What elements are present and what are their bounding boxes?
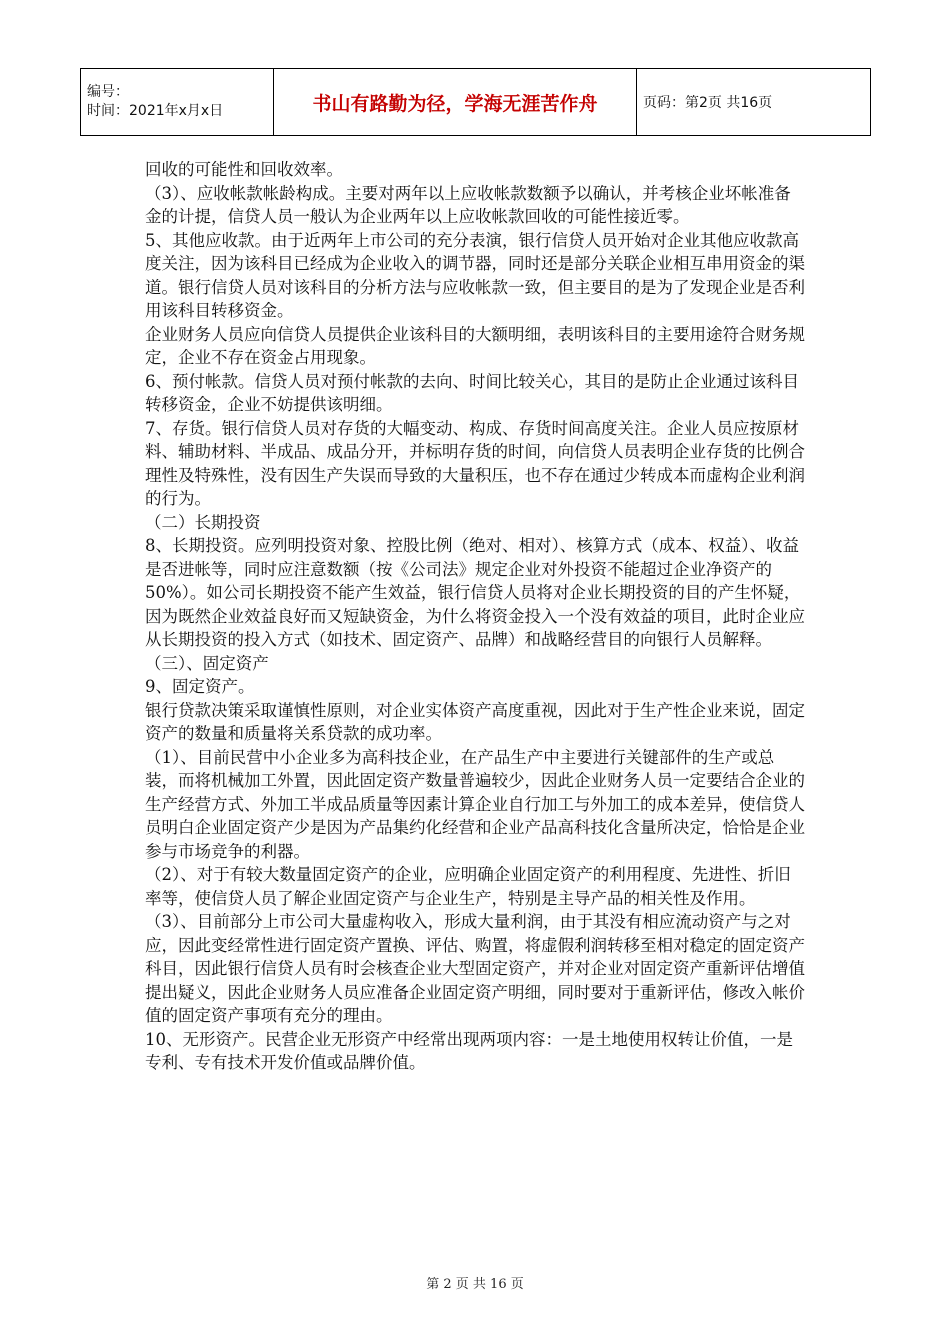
header-meta bbox=[81, 69, 274, 136]
paragraph: 银行贷款决策采取谨慎性原则，对企业实体资产高度重视，因此对于生产性企业来说，固定资产的数量和质量将关系贷款的成功率。 bbox=[145, 700, 805, 743]
paragraph: 8、长期投资。应列明投资对象、控股比例（绝对、相对）、核算方式（成本、权益）、收益是否进帐等，同时应注意数额（按《公司法》规定企业对外投资不能超过企业净资产的50%）。如公司长期投资不能产生效益，银行信贷人员将对企业长期投资的目的产生怀疑，因为既然企业效益良好而又短缺资金，为什么将资金投入一个没有效益的项目，此时企业应从长期投资的投入方式（如技术、固定资产、品牌）和战略经营目的向银行人员解释。 bbox=[145, 536, 805, 649]
paragraph: （3）、应收帐款帐龄构成。主要对两年以上应收帐款数额予以确认，并考核企业坏帐准备金的计提，信贷人员一般认为企业两年以上应收帐款回收的可能性接近零。 bbox=[145, 183, 791, 226]
doc-number-label: 编号： bbox=[87, 84, 129, 100]
paragraph: 回收的可能性和回收效率。 bbox=[145, 160, 343, 179]
paragraph: （1）、目前民营中小企业多为高科技企业，在产品生产中主要进行关键部件的生产或总装，而将机械加工外置，因此固定资产数量普遍较少，因此企业财务人员一定要结合企业的生产经营方式、外加工半成品质量等因素计算企业自行加工与外加工的成本差异，使信贷人员明白企业固定资产少是因为产品集约化经营和企业产品高科技化含量所决定，恰恰是企业参与市场竞争的利器。 bbox=[145, 747, 805, 861]
doc-time-label: 时间：2021年x月x日 bbox=[87, 103, 224, 119]
document-body bbox=[145, 158, 805, 1075]
paragraph: 5、其他应收款。由于近两年上市公司的充分表演，银行信贷人员开始对企业其他应收款高度关注，因为该科目已经成为企业收入的调节器，同时还是部分关联企业相互串用资金的渠道。银行信贷人员对该科目的分析方法与应收帐款一致，但主要目的是为了发现企业是否利用该科目转移资金。 bbox=[145, 230, 805, 320]
paragraph: 企业财务人员应向信贷人员提供企业该科目的大额明细，表明该科目的主要用途符合财务规定，企业不存在资金占用现象。 bbox=[145, 324, 805, 367]
paragraph: （2）、对于有较大数量固定资产的企业，应明确企业固定资产的利用程度、先进性、折旧率等，使信贷人员了解企业固定资产与企业生产，特别是主导产品的相关性及作用。 bbox=[145, 865, 791, 908]
paragraph: （3）、目前部分上市公司大量虚构收入，形成大量利润，由于其没有相应流动资产与之对应，因此变经常性进行固定资产置换、评估、购置，将虚假利润转移至相对稳定的固定资产科目，因此银行信贷人员有时会核查企业大型固定资产，并对企业对固定资产重新评估增值提出疑义，因此企业财务人员应准备企业固定资产明细，同时要对于重新评估，修改入帐价值的固定资产事项有充分的理由。 bbox=[145, 912, 805, 1025]
header-motto: 书山有路勤为径，学海无涯苦作舟 bbox=[274, 69, 637, 136]
paragraph: 7、存货。银行信贷人员对存货的大幅变动、构成、存货时间高度关注。企业人员应按原材料、辅助材料、半成品、成品分开，并标明存货的时间，向信贷人员表明企业存货的比例合理性及特殊性，没有因生产失误而导致的大量积压，也不存在通过少转成本而虚构企业利润的行为。 bbox=[145, 418, 805, 508]
page-header bbox=[80, 68, 871, 136]
paragraph: 10、无形资产。民营企业无形资产中经常出现两项内容：一是土地使用权转让价值，一是专利、专有技术开发价值或品牌价值。 bbox=[145, 1029, 793, 1072]
section-heading: （二）长期投资 bbox=[145, 512, 261, 532]
paragraph: 9、固定资产。 bbox=[145, 677, 255, 696]
paragraph: 6、预付帐款。信贷人员对预付帐款的去向、时间比较关心，其目的是防止企业通过该科目转移资金，企业不妨提供该明细。 bbox=[145, 371, 799, 414]
header-page-info: 页码：第2页 共16页 bbox=[637, 69, 871, 136]
page-footer: 第 2 页 共 16 页 bbox=[426, 1277, 524, 1292]
section-heading: （三）、固定资产 bbox=[145, 653, 269, 673]
